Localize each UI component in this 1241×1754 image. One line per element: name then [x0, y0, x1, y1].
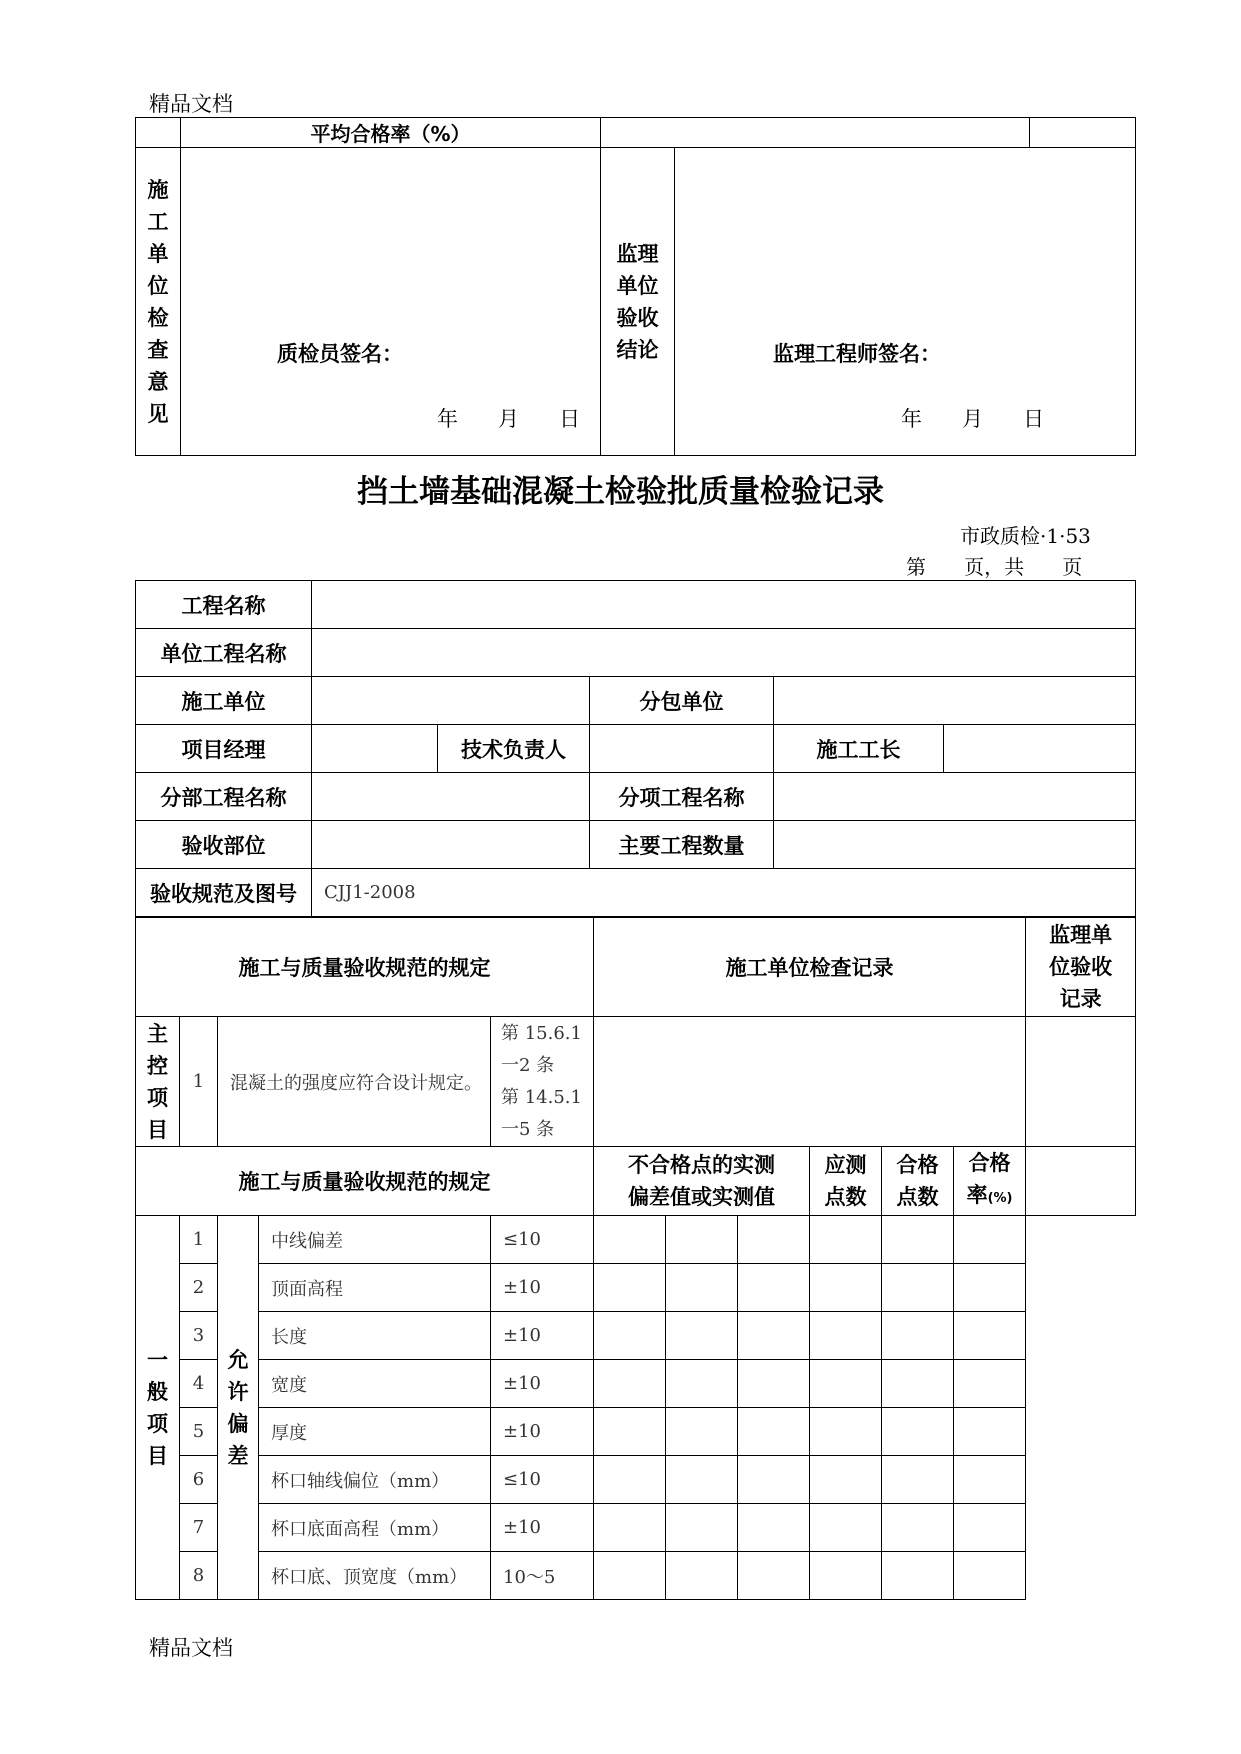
measured-values-header: 不合格点的实测 偏差值或实测值 — [594, 1147, 810, 1216]
item-tolerance: ±10 — [491, 1264, 594, 1312]
allowed-deviation-label: 允 许 偏 差 — [218, 1216, 259, 1600]
subitem-name-label: 分项工程名称 — [590, 773, 774, 821]
table-row — [136, 1216, 1136, 1264]
table-row — [136, 1264, 1136, 1312]
general-supervision[interactable] — [1026, 1147, 1136, 1216]
item-name: 顶面高程 — [259, 1264, 491, 1312]
table-row — [136, 1504, 1136, 1552]
measure-cell[interactable] — [810, 1408, 882, 1456]
tech-lead-value[interactable] — [590, 725, 774, 773]
info-table — [135, 580, 1136, 917]
table-row — [136, 1360, 1136, 1408]
measure-cell[interactable] — [954, 1456, 1026, 1504]
table-row — [136, 1312, 1136, 1360]
item-name: 杯口轴线偏位（mm） — [259, 1456, 491, 1504]
measure-cell[interactable] — [738, 1408, 810, 1456]
measure-cell[interactable] — [882, 1408, 954, 1456]
measure-cell[interactable] — [810, 1264, 882, 1312]
measure-cell[interactable] — [954, 1408, 1026, 1456]
measure-cell[interactable] — [738, 1456, 810, 1504]
measure-cell[interactable] — [810, 1552, 882, 1600]
main-quantity-value[interactable] — [774, 821, 1136, 869]
measure-cell[interactable] — [810, 1312, 882, 1360]
general-items-label: 一 般 项 目 — [136, 1216, 180, 1600]
measure-cell[interactable] — [738, 1552, 810, 1600]
measure-cell[interactable] — [666, 1360, 738, 1408]
page-title: 挡土墙基础混凝土检验批质量检验记录 — [357, 474, 884, 510]
item-no: 6 — [180, 1456, 218, 1504]
spec-header: 施工与质量验收规范的规定 — [136, 918, 594, 1017]
should-measure-header: 应测 点数 — [810, 1147, 882, 1216]
subitem-name-value[interactable] — [774, 773, 1136, 821]
table-row — [136, 1552, 1136, 1600]
item-tolerance: ≤10 — [491, 1216, 594, 1264]
construction-unit-label: 施工单位 — [136, 677, 312, 725]
measure-cell[interactable] — [594, 1552, 666, 1600]
watermark-top: 精品文档 — [149, 92, 233, 116]
main-item-ref: 第 15.6.1 一2 条 第 14.5.1 一5 条 — [491, 1017, 594, 1147]
avg-pass-rate-label: 平均合格率（%） — [181, 118, 601, 148]
measure-cell[interactable] — [882, 1312, 954, 1360]
inspection-table — [135, 917, 1136, 1600]
form-code: 市政质检·1·53 — [960, 524, 1091, 548]
measure-cell[interactable] — [666, 1456, 738, 1504]
measure-cell[interactable] — [666, 1264, 738, 1312]
page-info: 第 页，共 页 — [906, 555, 1083, 579]
item-no: 8 — [180, 1552, 218, 1600]
spec-drawing-value[interactable]: CJJ1-2008 — [312, 869, 1136, 917]
unit-project-name-value[interactable] — [312, 629, 1136, 677]
project-manager-value[interactable] — [312, 725, 438, 773]
division-name-label: 分部工程名称 — [136, 773, 312, 821]
item-name: 厚度 — [259, 1408, 491, 1456]
division-name-value[interactable] — [312, 773, 590, 821]
item-no: 2 — [180, 1264, 218, 1312]
measure-cell[interactable] — [954, 1216, 1026, 1264]
pass-rate-header: 合格 率(%) — [954, 1147, 1026, 1216]
subcontract-unit-label: 分包单位 — [590, 677, 774, 725]
measure-cell[interactable] — [594, 1312, 666, 1360]
avg-pass-rate-value[interactable] — [601, 118, 1030, 148]
measure-cell[interactable] — [882, 1504, 954, 1552]
project-name-value[interactable] — [312, 581, 1136, 629]
measure-cell[interactable] — [810, 1216, 882, 1264]
measure-cell[interactable] — [738, 1504, 810, 1552]
main-control-label: 主 控 项 目 — [136, 1017, 180, 1147]
inspector-sign-label: 质检员签名： — [277, 342, 403, 366]
tech-lead-label: 技术负责人 — [438, 725, 590, 773]
measure-cell[interactable] — [666, 1312, 738, 1360]
top-table — [135, 117, 1136, 456]
item-tolerance: ±10 — [491, 1408, 594, 1456]
pass-points-header: 合格 点数 — [882, 1147, 954, 1216]
item-tolerance: ±10 — [491, 1360, 594, 1408]
measure-cell[interactable] — [594, 1504, 666, 1552]
measure-cell[interactable] — [882, 1264, 954, 1312]
measure-cell[interactable] — [594, 1456, 666, 1504]
measure-cell[interactable] — [738, 1264, 810, 1312]
unit-project-name-label: 单位工程名称 — [136, 629, 312, 677]
item-no: 4 — [180, 1360, 218, 1408]
supervision-conclusion-area[interactable] — [675, 148, 1136, 456]
measure-cell[interactable] — [594, 1360, 666, 1408]
supervision-conclusion-label: 监理 单位 验收 结论 — [601, 148, 675, 456]
watermark-bottom: 精品文档 — [149, 1636, 233, 1660]
measure-cell[interactable] — [810, 1504, 882, 1552]
measure-cell[interactable] — [882, 1216, 954, 1264]
spec-drawing-label: 验收规范及图号 — [136, 869, 312, 917]
measure-cell[interactable] — [954, 1312, 1026, 1360]
project-manager-label: 项目经理 — [136, 725, 312, 773]
measure-cell[interactable] — [810, 1360, 882, 1408]
inspection-location-value[interactable] — [312, 821, 590, 869]
supervisor-date: 年 月 日 — [901, 407, 1045, 431]
item-name: 杯口底面高程（mm） — [259, 1504, 491, 1552]
measure-cell[interactable] — [594, 1216, 666, 1264]
main-item-no: 1 — [180, 1017, 218, 1147]
measure-cell[interactable] — [666, 1552, 738, 1600]
measure-cell[interactable] — [666, 1216, 738, 1264]
measure-cell[interactable] — [882, 1456, 954, 1504]
measure-cell[interactable] — [666, 1408, 738, 1456]
table-row — [136, 1456, 1136, 1504]
construction-unit-value[interactable] — [312, 677, 590, 725]
main-item-record[interactable] — [594, 1017, 1026, 1147]
measure-cell[interactable] — [738, 1216, 810, 1264]
measure-cell[interactable] — [738, 1312, 810, 1360]
item-no: 1 — [180, 1216, 218, 1264]
measure-cell[interactable] — [954, 1264, 1026, 1312]
item-name: 宽度 — [259, 1360, 491, 1408]
project-name-label: 工程名称 — [136, 581, 312, 629]
foreman-value[interactable] — [944, 725, 1136, 773]
subcontract-unit-value[interactable] — [774, 677, 1136, 725]
construction-opinion-area[interactable] — [181, 148, 601, 456]
item-no: 5 — [180, 1408, 218, 1456]
measure-cell[interactable] — [954, 1504, 1026, 1552]
construction-opinion-label: 施 工 单 位 检 查 意 见 — [136, 148, 181, 456]
inspection-location-label: 验收部位 — [136, 821, 312, 869]
measure-cell[interactable] — [594, 1264, 666, 1312]
measure-cell[interactable] — [954, 1552, 1026, 1600]
measure-cell[interactable] — [882, 1360, 954, 1408]
measure-cell[interactable] — [666, 1504, 738, 1552]
item-tolerance: ≤10 — [491, 1456, 594, 1504]
item-name: 长度 — [259, 1312, 491, 1360]
measure-cell[interactable] — [594, 1408, 666, 1456]
item-tolerance: ±10 — [491, 1504, 594, 1552]
measure-cell[interactable] — [810, 1456, 882, 1504]
main-item-supervision[interactable] — [1026, 1017, 1136, 1147]
inspector-date: 年 月 日 — [437, 407, 581, 431]
foreman-label: 施工工长 — [774, 725, 944, 773]
measure-cell[interactable] — [738, 1360, 810, 1408]
item-no: 7 — [180, 1504, 218, 1552]
supervisor-sign-label: 监理工程师签名： — [773, 342, 942, 366]
measure-cell[interactable] — [882, 1552, 954, 1600]
table-row — [136, 1408, 1136, 1456]
item-name: 中线偏差 — [259, 1216, 491, 1264]
main-item-text: 混凝土的强度应符合设计规定。 — [218, 1017, 491, 1147]
item-name: 杯口底、顶宽度（mm） — [259, 1552, 491, 1600]
item-no: 3 — [180, 1312, 218, 1360]
spec-header-2: 施工与质量验收规范的规定 — [136, 1147, 594, 1216]
measure-cell[interactable] — [954, 1360, 1026, 1408]
main-quantity-label: 主要工程数量 — [590, 821, 774, 869]
item-tolerance: ±10 — [491, 1312, 594, 1360]
construction-record-header: 施工单位检查记录 — [594, 918, 1026, 1017]
item-tolerance: 10～5 — [491, 1552, 594, 1600]
supervision-record-header: 监理单 位验收 记录 — [1026, 918, 1136, 1017]
